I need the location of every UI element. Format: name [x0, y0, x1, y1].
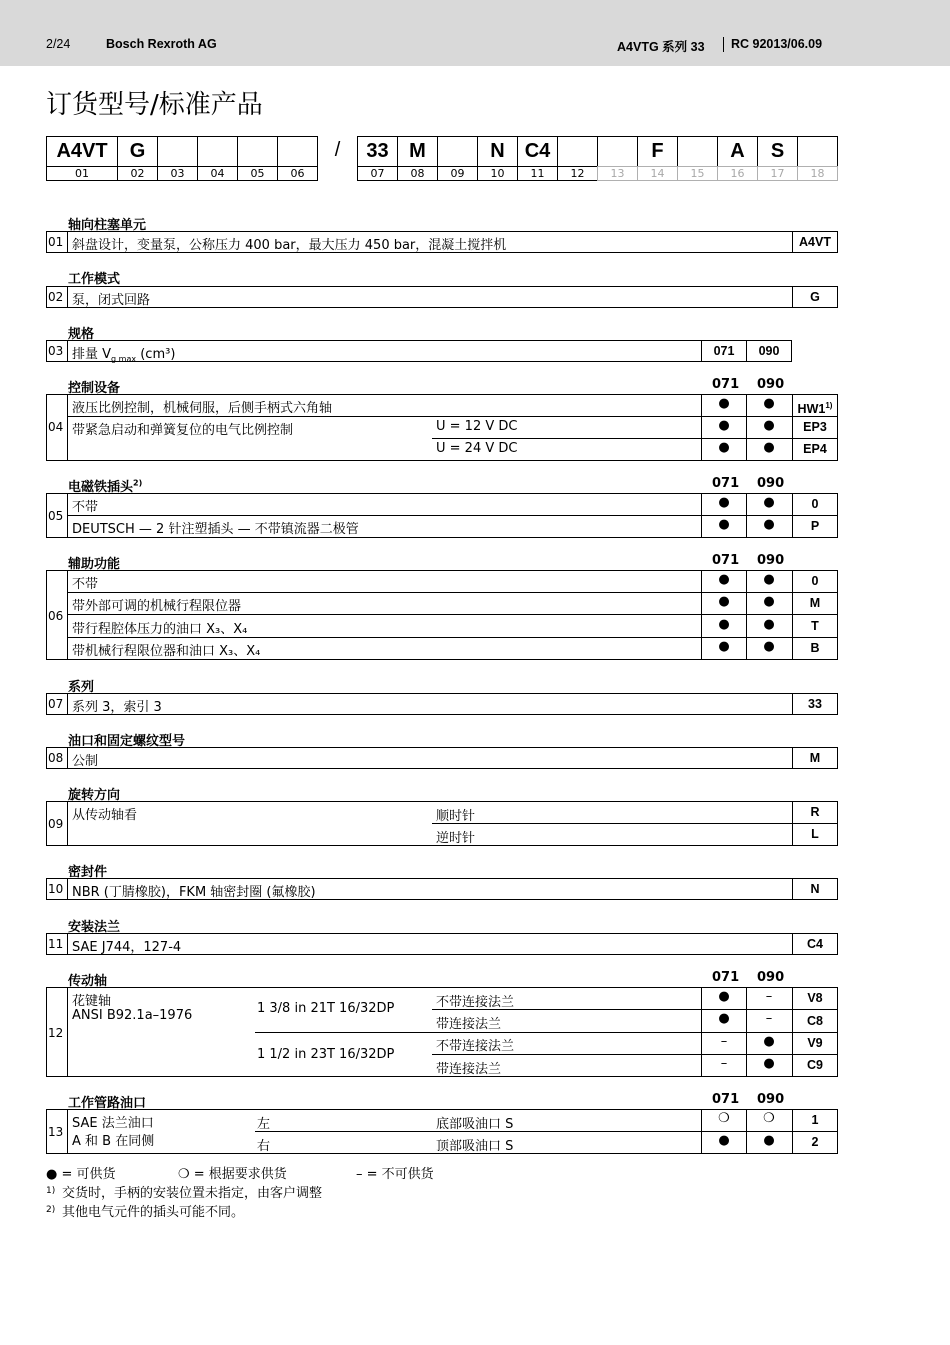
section-title-02: 工作模式	[68, 272, 121, 287]
option-text-08: 公制	[72, 754, 99, 769]
code-position-value	[277, 136, 318, 167]
code-position-number: 09	[437, 166, 478, 181]
code-box: EP3	[792, 416, 838, 439]
section-title-06: 辅助功能	[68, 557, 121, 572]
option-text: DEUTSCH — 2 针注塑插头 — 不带镇流器二极管	[72, 522, 359, 537]
code-position-value: S	[757, 136, 798, 167]
code-box: HW1$^{1)}$	[792, 394, 838, 417]
divider	[746, 493, 747, 538]
option-number-11: 11	[48, 937, 64, 951]
code-box: T	[792, 614, 838, 638]
divider	[746, 394, 747, 461]
code-position-number: 18	[797, 166, 838, 181]
code-position-number: 15	[677, 166, 718, 181]
divider	[67, 1109, 68, 1154]
col-header-071: 071	[712, 970, 740, 985]
availability-mark: ●	[718, 517, 730, 532]
code-position-value: A	[717, 136, 758, 167]
code-box: M	[792, 592, 838, 615]
divider	[67, 987, 68, 1077]
availability-mark: ●	[763, 594, 775, 609]
option-text: 带外部可调的机械行程限位器	[72, 599, 242, 614]
availability-mark: ●	[718, 989, 730, 1004]
availability-mark: ❍	[763, 1111, 775, 1126]
option-text-07: 系列 3，索引 3	[72, 700, 162, 715]
col-header-071: 071	[712, 1092, 740, 1107]
footnote-mark: 1)	[46, 1186, 56, 1196]
divider	[67, 340, 68, 362]
availability-mark: ●	[763, 440, 775, 455]
divider	[701, 987, 702, 1077]
option-text: 从传动轴看	[72, 808, 138, 823]
code-box: L	[792, 823, 838, 846]
code-box-10: N	[792, 878, 838, 900]
code-position-number: 07	[357, 166, 398, 181]
option-text: 液压比例控制，机械伺服，后侧手柄式六角轴	[72, 401, 333, 416]
divider	[746, 987, 747, 1077]
code-position-number: 02	[117, 166, 158, 181]
availability-mark: ●	[718, 617, 730, 632]
option-box-08	[46, 747, 793, 769]
code-box: EP4	[792, 438, 838, 461]
option-text-02: 泵，闭式回路	[72, 293, 151, 308]
option-number-05: 05	[48, 509, 64, 523]
availability-mark: ●	[718, 440, 730, 455]
availability-mark: ●	[763, 418, 775, 433]
option-text-10: NBR (丁腈橡胶)，FKM 轴密封圈 (氟橡胶)	[72, 885, 316, 900]
option-text: 左	[257, 1117, 271, 1132]
spline-size: 1 3/8 in 21T 16/32DP	[257, 1001, 395, 1016]
divider	[255, 1032, 792, 1033]
code-position-number: 16	[717, 166, 758, 181]
code-position-number: 06	[277, 166, 318, 181]
option-text-01: 斜盘设计，变量泵，公称压力 400 bar，最大压力 450 bar，混凝土搅拌机	[72, 238, 507, 253]
divider	[701, 570, 702, 660]
code-box: R	[792, 801, 838, 824]
option-text: 不带连接法兰	[436, 1039, 515, 1054]
divider	[432, 823, 792, 824]
code-position-value	[437, 136, 478, 167]
code-box: 1	[792, 1109, 838, 1132]
code-position-value	[677, 136, 718, 167]
code-box: C9	[792, 1054, 838, 1077]
code-position-value: 33	[357, 136, 398, 167]
divider	[67, 933, 68, 955]
option-text: 带连接法兰	[436, 1062, 502, 1077]
option-text: 不带连接法兰	[436, 995, 515, 1010]
code-position-number: 03	[157, 166, 198, 181]
option-text: 顶部吸油口 S	[436, 1139, 514, 1154]
divider	[701, 1109, 702, 1154]
option-number-06: 06	[48, 609, 64, 623]
spline-size: 1 1/2 in 23T 16/32DP	[257, 1047, 395, 1062]
option-text: 不带	[72, 577, 99, 592]
code-box-07: 33	[792, 693, 838, 715]
availability-mark: ●	[763, 639, 775, 654]
option-text-03: 排量 $V_{g max}$ (cm³)	[72, 347, 176, 364]
document-number: RC 92013/06.09	[731, 37, 823, 51]
code-separator: /	[334, 139, 341, 161]
col-header-071: 071	[712, 476, 740, 491]
option-text: 不带	[72, 500, 99, 515]
col-header-090: 090	[757, 377, 785, 392]
option-text: 带机械行程限位器和油口 X₃、X₄	[72, 644, 261, 659]
availability-mark: ●	[763, 517, 775, 532]
option-text: A 和 B 在同侧	[72, 1134, 155, 1149]
code-position-number: 08	[397, 166, 438, 181]
code-position-value: F	[637, 136, 678, 167]
option-number-13: 13	[48, 1125, 64, 1139]
option-text: 花键轴	[72, 994, 112, 1009]
code-box: V8	[792, 987, 838, 1010]
size-box-071: 071	[701, 340, 747, 362]
option-text-11: SAE J744，127-4	[72, 940, 182, 955]
availability-mark: ●	[763, 1133, 775, 1148]
code-position-number: 14	[637, 166, 678, 181]
availability-mark: ●	[763, 617, 775, 632]
code-position-value	[157, 136, 198, 167]
availability-mark: ●	[763, 1056, 775, 1071]
divider	[67, 878, 68, 900]
section-title-08: 油口和固定螺纹型号	[68, 734, 186, 749]
section-title-07: 系列	[68, 680, 95, 695]
code-position-value: M	[397, 136, 438, 167]
code-box: 0	[792, 493, 838, 516]
divider	[701, 493, 702, 538]
code-box-08: M	[792, 747, 838, 769]
legend-available: ● = 可供货	[46, 1167, 116, 1182]
section-title-12: 传动轴	[68, 974, 108, 989]
section-title-05: 电磁铁插头$^{2)}$	[68, 478, 143, 495]
section-title-01: 轴向柱塞单元	[68, 218, 147, 233]
series-label: A4VTG 系列 33	[617, 40, 705, 54]
section-title-10: 密封件	[68, 865, 108, 880]
voltage-text: U = 24 V DC	[436, 441, 518, 456]
legend-not-available: – = 不可供货	[356, 1167, 434, 1182]
availability-mark: –	[765, 1011, 773, 1026]
divider	[746, 570, 747, 660]
option-text: 带连接法兰	[436, 1017, 502, 1032]
availability-mark: –	[720, 1034, 728, 1049]
col-header-090: 090	[757, 476, 785, 491]
divider	[67, 570, 68, 660]
size-box-090: 090	[746, 340, 792, 362]
col-header-071: 071	[712, 377, 740, 392]
divider	[67, 614, 792, 615]
option-number-12: 12	[48, 1026, 64, 1040]
code-position-number: 01	[46, 166, 118, 181]
option-text: 带紧急启动和弹簧复位的电气比例控制	[72, 423, 294, 438]
option-number-01: 01	[48, 235, 64, 249]
availability-mark: ●	[718, 572, 730, 587]
code-box: P	[792, 515, 838, 538]
availability-mark: ●	[718, 495, 730, 510]
code-box: 0	[792, 570, 838, 593]
option-number-09: 09	[48, 817, 64, 831]
option-number-04: 04	[48, 420, 64, 434]
company-name: Bosch Rexroth AG	[106, 37, 217, 51]
option-text: 底部吸油口 S	[436, 1117, 514, 1132]
code-position-number: 05	[237, 166, 278, 181]
divider	[67, 394, 68, 461]
availability-mark: ●	[718, 418, 730, 433]
availability-mark: ●	[718, 396, 730, 411]
code-position-value: C4	[517, 136, 558, 167]
section-title-03: 规格	[68, 327, 95, 342]
code-position-value	[797, 136, 838, 167]
code-box-11: C4	[792, 933, 838, 955]
col-header-090: 090	[757, 970, 785, 985]
divider	[67, 231, 68, 253]
option-text: 逆时针	[436, 831, 476, 846]
divider	[255, 1131, 792, 1132]
divider	[67, 592, 792, 593]
footnote-2: 其他电气元件的插头可能不同。	[62, 1205, 245, 1220]
code-box: 2	[792, 1131, 838, 1154]
section-title-13: 工作管路油口	[68, 1096, 147, 1111]
code-position-value	[597, 136, 638, 167]
header-separator	[723, 37, 724, 52]
code-position-value: N	[477, 136, 518, 167]
availability-mark: ●	[763, 1034, 775, 1049]
option-text: ANSI B92.1a–1976	[72, 1008, 193, 1023]
footnote-mark: 2)	[46, 1205, 56, 1215]
code-position-number: 11	[517, 166, 558, 181]
col-header-071: 071	[712, 553, 740, 568]
availability-mark: ●	[763, 495, 775, 510]
divider	[67, 747, 68, 769]
code-position-number: 13	[597, 166, 638, 181]
section-title-09: 旋转方向	[68, 788, 121, 803]
availability-mark: ●	[718, 1133, 730, 1148]
option-number-03: 03	[48, 344, 64, 358]
availability-mark: ●	[763, 396, 775, 411]
divider	[67, 637, 792, 638]
option-box-02	[46, 286, 793, 308]
divider	[67, 515, 792, 516]
divider	[746, 1109, 747, 1154]
code-position-number: 17	[757, 166, 798, 181]
col-header-090: 090	[757, 553, 785, 568]
code-position-value	[197, 136, 238, 167]
option-text: 带行程腔体压力的油口 X₃、X₄	[72, 622, 248, 637]
code-box-02: G	[792, 286, 838, 308]
option-text: 顺时针	[436, 809, 476, 824]
legend-on-request: ❍ = 根据要求供货	[178, 1167, 287, 1182]
availability-mark: ●	[718, 594, 730, 609]
page-number: 2/24	[46, 37, 71, 51]
col-header-090: 090	[757, 1092, 785, 1107]
availability-mark: ●	[718, 639, 730, 654]
code-position-number: 12	[557, 166, 598, 181]
option-number-10: 10	[48, 882, 64, 896]
code-box: V9	[792, 1032, 838, 1055]
availability-mark: –	[765, 989, 773, 1004]
divider	[432, 438, 792, 439]
divider	[67, 693, 68, 715]
divider	[67, 801, 68, 846]
option-number-08: 08	[48, 751, 64, 765]
page-header	[0, 0, 950, 66]
availability-mark: ❍	[718, 1111, 730, 1126]
section-title-11: 安装法兰	[68, 920, 121, 935]
code-position-value	[237, 136, 278, 167]
code-position-value	[557, 136, 598, 167]
section-title-04: 控制设备	[68, 381, 121, 396]
code-position-value: G	[117, 136, 158, 167]
code-box: B	[792, 637, 838, 660]
footnote-1: 交货时，手柄的安装位置未指定，由客户调整	[62, 1186, 323, 1201]
code-position-number: 04	[197, 166, 238, 181]
availability-mark: ●	[718, 1011, 730, 1026]
availability-mark: –	[720, 1056, 728, 1071]
option-text: 右	[257, 1139, 271, 1154]
code-position-number: 10	[477, 166, 518, 181]
divider	[701, 394, 702, 461]
divider	[67, 416, 792, 417]
code-position-value: A4VT	[46, 136, 118, 167]
divider	[67, 286, 68, 308]
availability-mark: ●	[763, 572, 775, 587]
option-number-02: 02	[48, 290, 64, 304]
voltage-text: U = 12 V DC	[436, 419, 518, 434]
code-box-01: A4VT	[792, 231, 838, 253]
option-number-07: 07	[48, 697, 64, 711]
page-title: 订货型号/标准产品	[46, 90, 263, 120]
option-text: SAE 法兰油口	[72, 1116, 154, 1131]
divider	[432, 1054, 792, 1055]
code-box: C8	[792, 1009, 838, 1033]
